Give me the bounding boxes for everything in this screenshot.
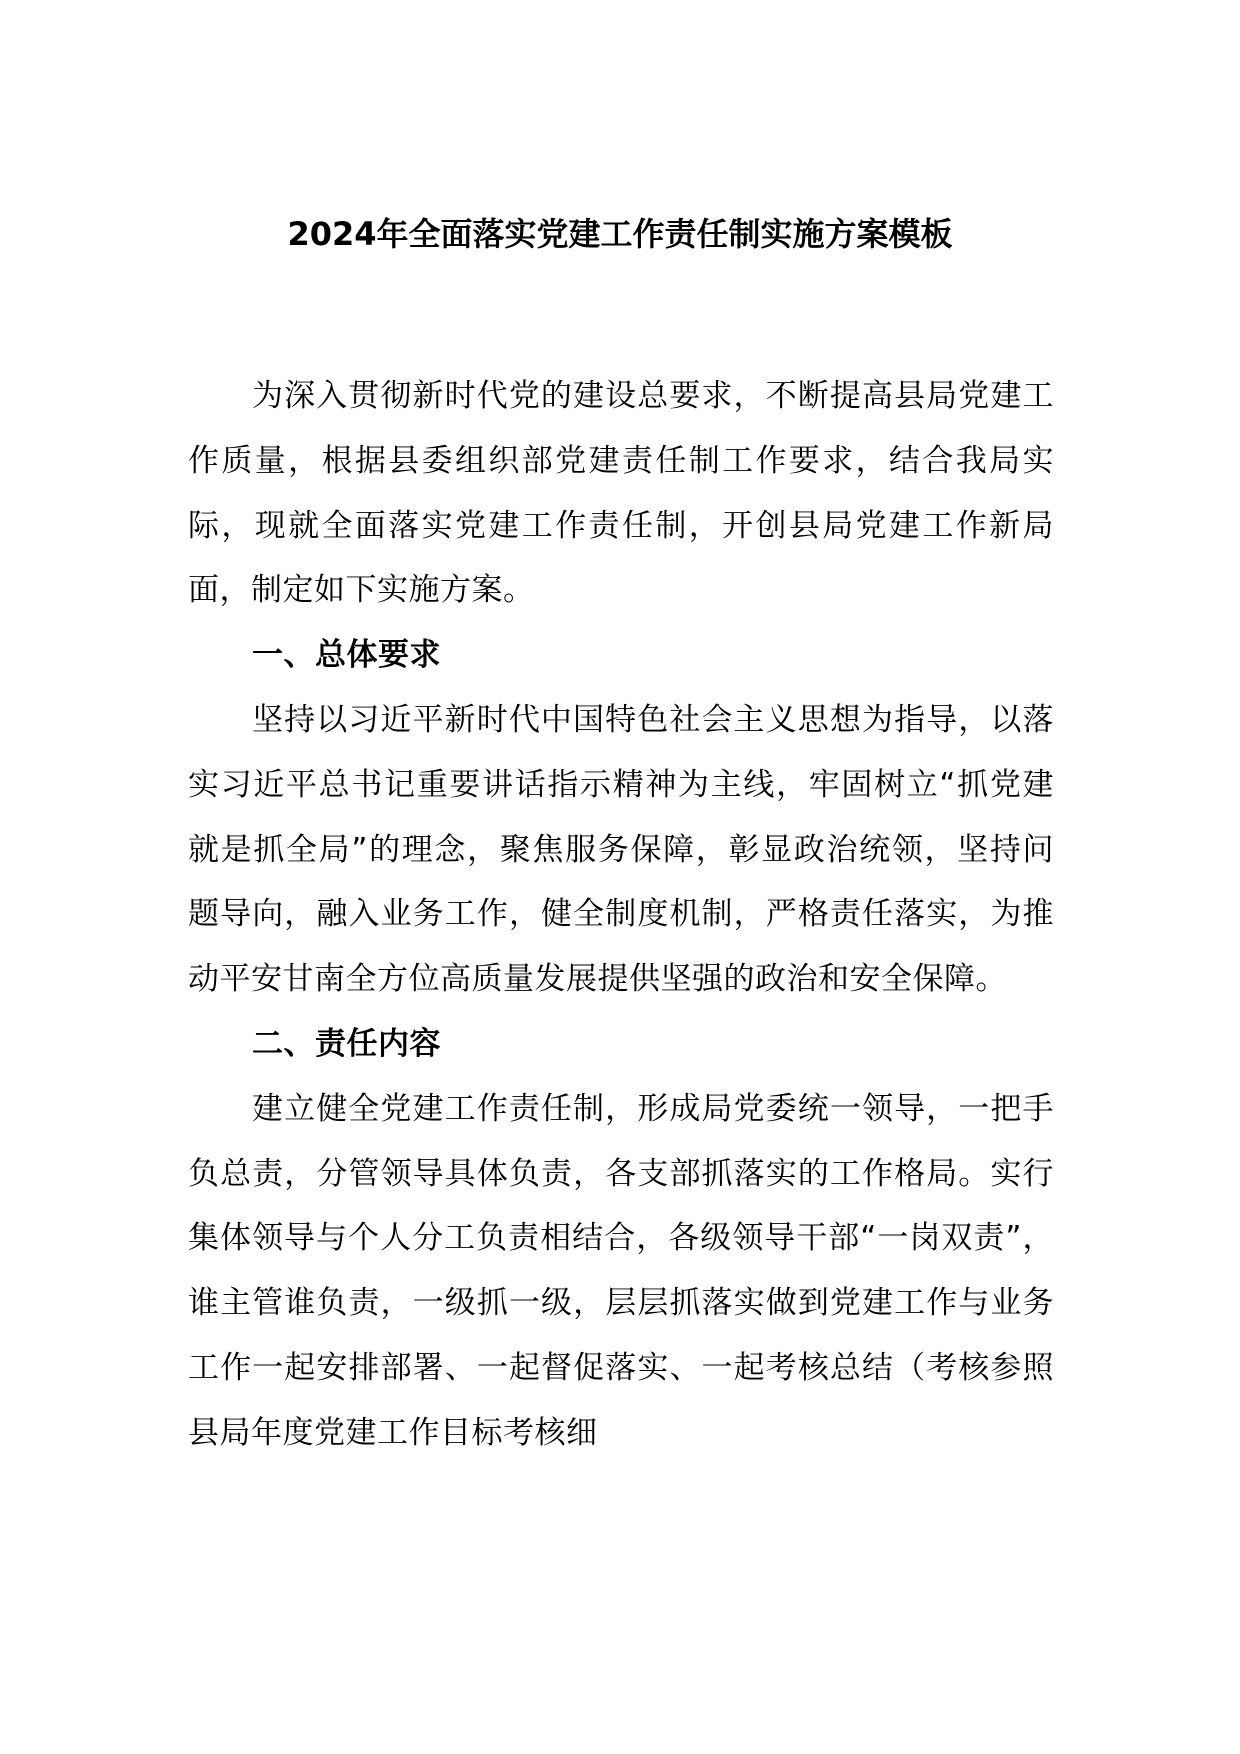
document-title: 2024年全面落实党建工作责任制实施方案模板 [287, 215, 953, 253]
document-body [188, 364, 1054, 1466]
general-requirements-paragraph: 坚持以习近平新时代中国特色社会主义思想为指导，以落实习近平总书记重要讲话指示精神为主线，牢固树立“抓党建就是抓全局”的理念，聚焦服务保障，彰显政治统领，坚持问题导向，融入业务工作，健全制度机制，严格责任落实，为推动平安甘南全方位高质量发展提供坚强的政治和安全保障。 [188, 701, 1054, 998]
section-heading-general-requirements: 一、总体要求 [252, 637, 441, 674]
intro-paragraph: 为深入贯彻新时代党的建设总要求，不断提高县局党建工作质量，根据县委组织部党建责任制工作要求，结合我局实际，现就全面落实党建工作责任制，开创县局党建工作新局面，制定如下实施方案。 [188, 378, 1054, 609]
responsibility-content-paragraph: 建立健全党建工作责任制，形成局党委统一领导，一把手负总责，分管领导具体负责，各支部抓落实的工作格局。实行集体领导与个人分工负责相结合，各级领导干部“一岗双责”，谁主管谁负责，一级抓一级，层层抓落实做到党建工作与业务工作一起安排部署、一起督促落实、一起考核总结（考核参照县局年度党建工作目标考核细 [188, 1090, 1054, 1451]
section-heading-responsibility-content: 二、责任内容 [252, 1025, 441, 1062]
